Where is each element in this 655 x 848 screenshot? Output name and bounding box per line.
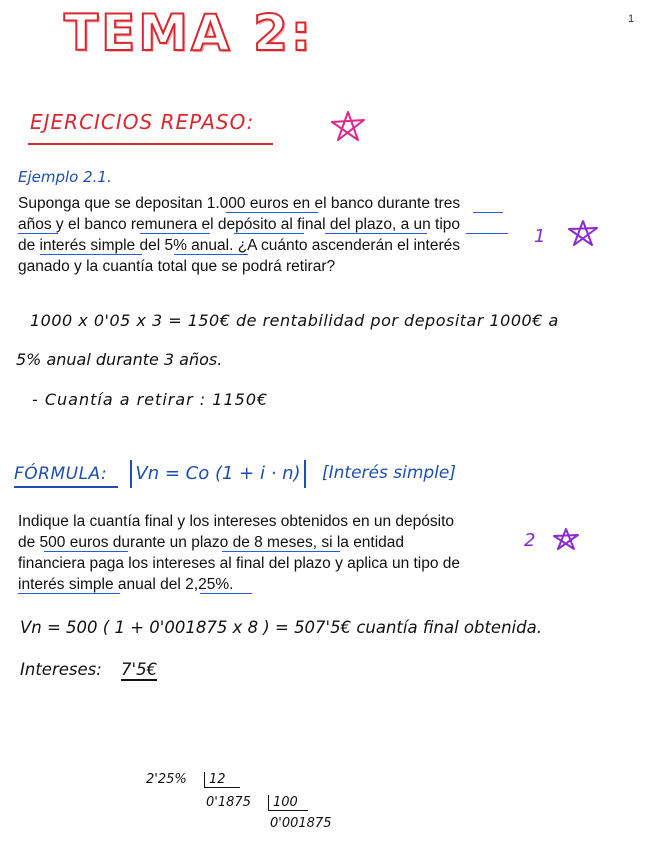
formula-tag: [Interés simple] <box>322 463 456 483</box>
formula-label: FÓRMULA: <box>14 464 108 484</box>
scratch-value: 0'1875 <box>206 795 251 810</box>
problem-1-line: ganado y la cuantía total que se podrá retirar? <box>18 258 336 275</box>
star-icon <box>552 527 580 551</box>
section-underline <box>28 143 273 145</box>
scratch-value: 2'25% <box>146 772 187 787</box>
highlight-underline <box>466 233 508 234</box>
problem-2-line: financiera paga los intereses al final del plazo y aplica un tipo de <box>18 555 461 572</box>
exercise-marker-2: 2 <box>524 530 536 551</box>
problem-2-line: Indique la cuantía final y los intereses obtenidos en un depósito <box>18 513 455 530</box>
star-icon <box>566 219 600 247</box>
example-heading: Ejemplo 2.1. <box>18 168 112 186</box>
solution-2-calculation: Vn = 500 ( 1 + 0'001875 x 8 ) = 507'5€ cuantía final obtenida. <box>20 618 542 637</box>
page-number: 1 <box>628 13 635 25</box>
solution-1-calculation: 1000 x 0'05 x 3 = 150€ de rentabilidad por depositar 1000€ a <box>30 311 559 330</box>
star-icon <box>328 110 368 142</box>
highlight-underline <box>325 233 427 234</box>
highlight-underline <box>18 233 58 234</box>
solution-2-interest <box>20 660 157 679</box>
scratch-value: 0'001875 <box>270 816 332 831</box>
solution-1-total: - Cuantía a retirar : 1150€ <box>32 390 269 409</box>
problem-1-text <box>18 193 513 277</box>
highlight-underline <box>174 254 248 255</box>
highlight-underline <box>473 212 503 213</box>
highlight-underline <box>200 593 252 594</box>
highlight-underline <box>234 233 304 234</box>
formula-underline <box>14 486 118 488</box>
section-heading: EJERCICIOS REPASO: <box>30 110 255 134</box>
highlight-underline <box>44 551 128 552</box>
problem-1-line: años y el banco remunera el depósito al final del plazo, a un tipo <box>18 216 461 233</box>
problem-1-line: de interés simple del 5% anual. ¿A cuánto ascenderán el interés <box>18 237 461 254</box>
solution-1-continuation: 5% anual durante 3 años. <box>16 350 223 369</box>
problem-2-line: de 500 euros durante un plazo de 8 meses, si la entidad <box>18 534 405 551</box>
highlight-underline <box>226 212 318 213</box>
page-title: TEMA 2: <box>64 4 314 62</box>
exercise-marker-1: 1 <box>534 226 546 247</box>
highlight-underline <box>222 551 340 552</box>
interest-value: 7'5€ <box>121 660 158 679</box>
scratch-value: 12 <box>204 772 240 788</box>
highlight-underline <box>140 233 210 234</box>
scratch-value: 100 <box>268 795 308 811</box>
formula-expression: Vn = Co (1 + i · n) <box>130 460 306 488</box>
interest-label: Intereses: <box>20 660 102 679</box>
highlight-underline <box>40 254 142 255</box>
problem-1-line: Suponga que se depositan 1.000 euros en el banco durante tres <box>18 195 461 212</box>
problem-2-line: interés simple anual del 2,25%. <box>18 576 234 593</box>
problem-2-text <box>18 511 513 595</box>
highlight-underline <box>18 593 120 594</box>
